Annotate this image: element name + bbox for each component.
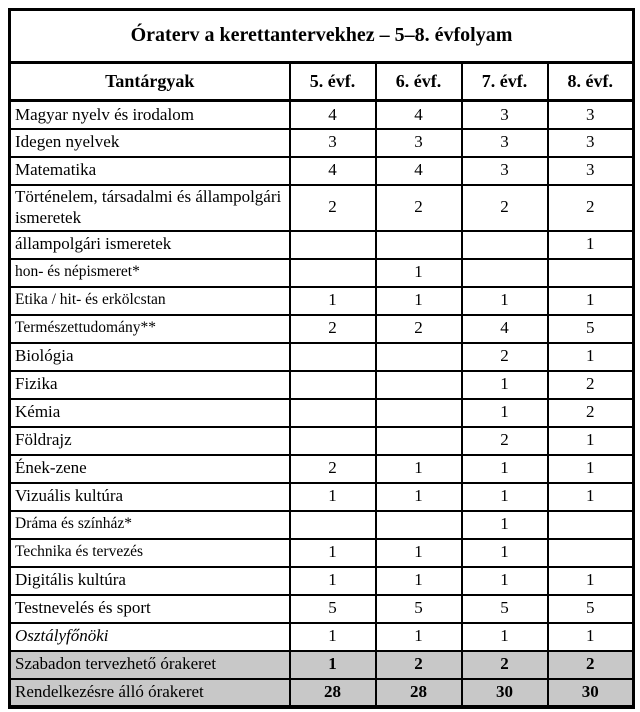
- hours-cell: 1: [548, 343, 634, 371]
- subject-cell: Biológia: [10, 343, 290, 371]
- hours-cell: 28: [376, 679, 462, 707]
- table-title: Óraterv a kerettantervekhez – 5–8. évfolyam: [10, 10, 634, 63]
- hours-cell: 1: [376, 455, 462, 483]
- hours-cell: 1: [462, 511, 548, 539]
- hours-cell: [548, 259, 634, 287]
- table-row: [10, 371, 634, 399]
- hours-cell: [290, 259, 376, 287]
- hours-cell: 2: [548, 185, 634, 231]
- column-header-subjects: Tantárgyak: [10, 63, 290, 101]
- table-row: [10, 185, 634, 231]
- hours-cell: [462, 231, 548, 259]
- hours-cell: 1: [548, 483, 634, 511]
- hours-cell: 3: [462, 157, 548, 185]
- column-header-grade8: 8. évf.: [548, 63, 634, 101]
- column-header-grade6: 6. évf.: [376, 63, 462, 101]
- hours-cell: [376, 511, 462, 539]
- hours-cell: 2: [290, 315, 376, 343]
- hours-cell: 1: [548, 287, 634, 315]
- table-row: [10, 511, 634, 539]
- hours-cell: 1: [376, 259, 462, 287]
- hours-cell: [376, 427, 462, 455]
- subject-cell: Történelem, társadalmi és állampolgári ismeretek: [10, 185, 290, 231]
- hours-cell: [290, 427, 376, 455]
- hours-cell: 5: [462, 595, 548, 623]
- subject-cell: Földrajz: [10, 427, 290, 455]
- table-row: [10, 157, 634, 185]
- subject-cell: Szabadon tervezhető órakeret: [10, 651, 290, 679]
- hours-cell: 3: [376, 129, 462, 157]
- table-row: [10, 651, 634, 679]
- subject-cell: Matematika: [10, 157, 290, 185]
- table-row: [10, 231, 634, 259]
- hours-cell: 1: [548, 427, 634, 455]
- table-row: [10, 567, 634, 595]
- hours-cell: 1: [290, 567, 376, 595]
- hours-cell: 1: [290, 483, 376, 511]
- hours-cell: 2: [462, 427, 548, 455]
- hours-cell: [376, 371, 462, 399]
- hours-cell: 4: [462, 315, 548, 343]
- subject-cell: állampolgári ismeretek: [10, 231, 290, 259]
- hours-cell: 1: [548, 623, 634, 651]
- table-row: [10, 129, 634, 157]
- hours-cell: [290, 399, 376, 427]
- hours-cell: 5: [290, 595, 376, 623]
- table-header-row: [10, 63, 634, 101]
- hours-cell: 1: [548, 567, 634, 595]
- hours-cell: 1: [462, 623, 548, 651]
- table-row: [10, 399, 634, 427]
- hours-cell: 5: [376, 595, 462, 623]
- subject-cell: Testnevelés és sport: [10, 595, 290, 623]
- hours-cell: 1: [548, 231, 634, 259]
- table-row: [10, 343, 634, 371]
- hours-cell: 4: [376, 101, 462, 129]
- table-row: [10, 259, 634, 287]
- hours-cell: 2: [376, 185, 462, 231]
- hours-cell: 1: [462, 455, 548, 483]
- hours-cell: 2: [548, 399, 634, 427]
- column-header-grade7: 7. évf.: [462, 63, 548, 101]
- subject-cell: hon- és népismeret*: [10, 259, 290, 287]
- hours-cell: 2: [462, 651, 548, 679]
- hours-cell: 4: [290, 157, 376, 185]
- hours-cell: [376, 231, 462, 259]
- subject-cell: Technika és tervezés: [10, 539, 290, 567]
- hours-cell: [290, 343, 376, 371]
- hours-cell: 2: [548, 371, 634, 399]
- hours-cell: 1: [376, 567, 462, 595]
- hours-cell: 2: [290, 185, 376, 231]
- table-row: [10, 483, 634, 511]
- hours-cell: [290, 511, 376, 539]
- hours-cell: [290, 371, 376, 399]
- subject-cell: Vizuális kultúra: [10, 483, 290, 511]
- table-row: [10, 101, 634, 129]
- subject-cell: Digitális kultúra: [10, 567, 290, 595]
- table-row: [10, 679, 634, 707]
- subject-cell: Rendelkezésre álló órakeret: [10, 679, 290, 707]
- hours-cell: 30: [548, 679, 634, 707]
- hours-cell: [548, 539, 634, 567]
- hours-cell: 1: [462, 567, 548, 595]
- hours-cell: 1: [462, 483, 548, 511]
- hours-cell: 3: [462, 129, 548, 157]
- hours-cell: 2: [548, 651, 634, 679]
- hours-cell: 2: [462, 343, 548, 371]
- table-title-row: [10, 10, 634, 63]
- subject-cell: Ének-zene: [10, 455, 290, 483]
- hours-cell: [376, 343, 462, 371]
- hours-cell: 1: [462, 539, 548, 567]
- hours-cell: 1: [548, 455, 634, 483]
- hours-cell: 1: [376, 287, 462, 315]
- table-row: [10, 455, 634, 483]
- subject-cell: Magyar nyelv és irodalom: [10, 101, 290, 129]
- hours-cell: [290, 231, 376, 259]
- hours-cell: 1: [290, 287, 376, 315]
- hours-cell: 1: [462, 371, 548, 399]
- table-row: [10, 595, 634, 623]
- hours-cell: 4: [376, 157, 462, 185]
- hours-cell: 3: [548, 129, 634, 157]
- column-header-grade5: 5. évf.: [290, 63, 376, 101]
- hours-cell: 2: [376, 315, 462, 343]
- hours-cell: 2: [376, 651, 462, 679]
- hours-cell: 30: [462, 679, 548, 707]
- hours-cell: 1: [462, 287, 548, 315]
- hours-cell: 1: [290, 651, 376, 679]
- hours-cell: 3: [290, 129, 376, 157]
- subject-cell: Idegen nyelvek: [10, 129, 290, 157]
- table-row: [10, 623, 634, 651]
- table-row: [10, 287, 634, 315]
- subject-cell: Etika / hit- és erkölcstan: [10, 287, 290, 315]
- hours-cell: 2: [462, 185, 548, 231]
- subject-cell: Fizika: [10, 371, 290, 399]
- hours-cell: 1: [290, 539, 376, 567]
- subject-cell: Osztályfőnöki: [10, 623, 290, 651]
- hours-cell: [376, 399, 462, 427]
- hours-cell: 1: [376, 623, 462, 651]
- hours-cell: 1: [462, 399, 548, 427]
- table-row: [10, 539, 634, 567]
- hours-cell: 3: [548, 157, 634, 185]
- table-row: [10, 315, 634, 343]
- hours-cell: 2: [290, 455, 376, 483]
- hours-cell: 1: [290, 623, 376, 651]
- hours-cell: 3: [548, 101, 634, 129]
- hours-cell: 3: [462, 101, 548, 129]
- hours-cell: 1: [376, 483, 462, 511]
- subject-cell: Természettudomány**: [10, 315, 290, 343]
- hours-cell: 5: [548, 595, 634, 623]
- hours-cell: [462, 259, 548, 287]
- subject-cell: Dráma és színház*: [10, 511, 290, 539]
- table-body: [10, 101, 634, 707]
- hours-cell: 28: [290, 679, 376, 707]
- hours-cell: [548, 511, 634, 539]
- hours-cell: 4: [290, 101, 376, 129]
- subject-cell: Kémia: [10, 399, 290, 427]
- table-row: [10, 427, 634, 455]
- curriculum-hours-table: [8, 8, 635, 709]
- hours-cell: 5: [548, 315, 634, 343]
- hours-cell: 1: [376, 539, 462, 567]
